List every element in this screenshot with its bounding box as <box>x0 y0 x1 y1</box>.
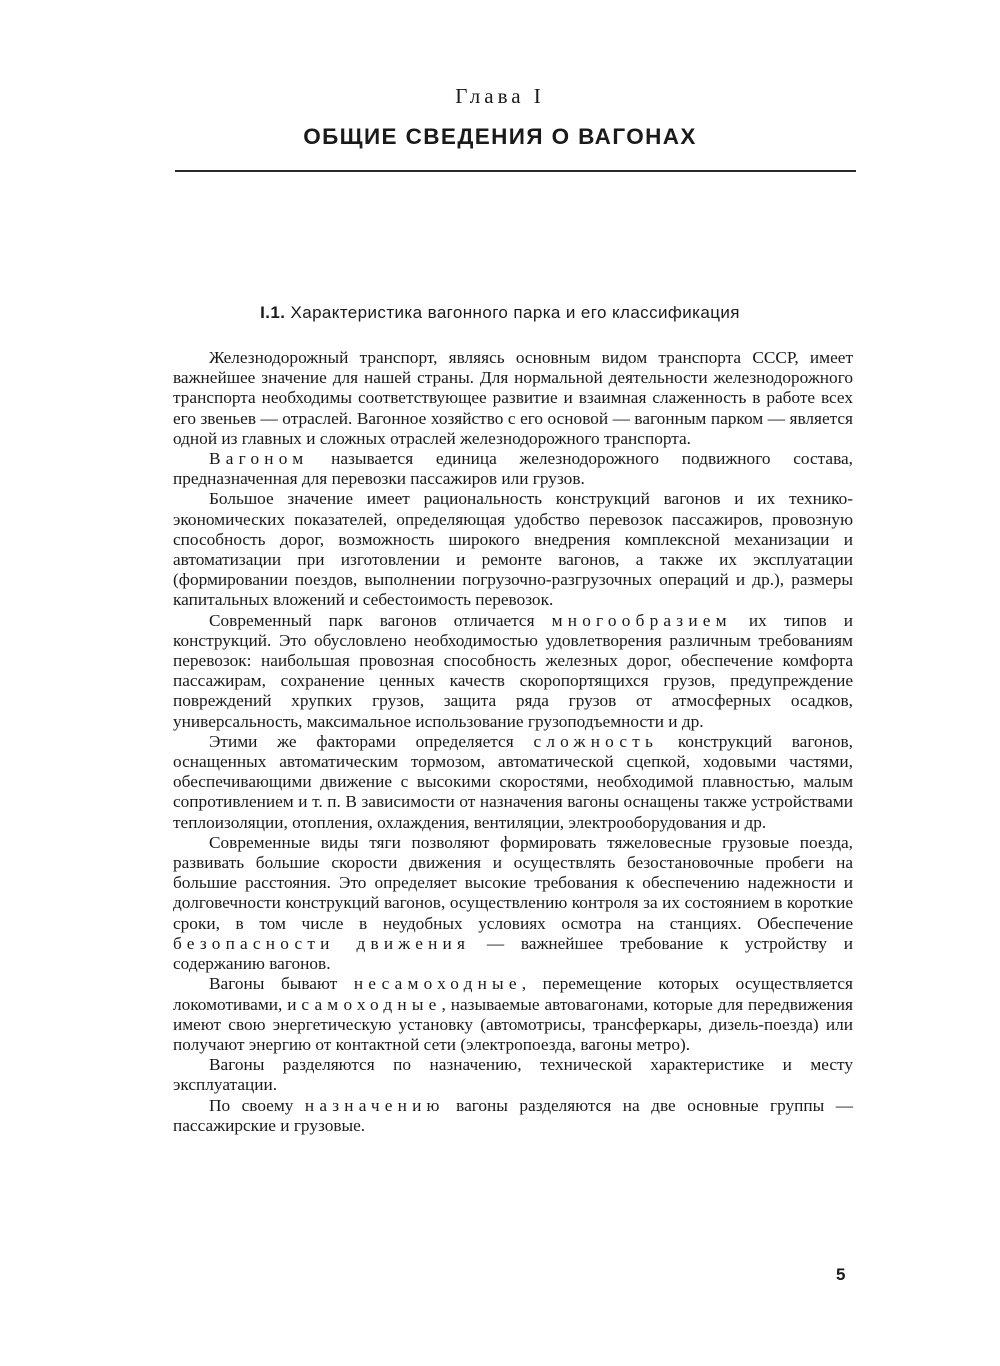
section-title: Характеристика вагонного парка и его классификация <box>290 303 740 322</box>
spaced-term: несамоходные <box>353 974 522 994</box>
paragraph-text: Современные виды тяги позволяют формировать тяжеловесные грузовые поезда, развивать большие скорости движения и осуществлять безостановочные пробеги на большие расстояния. Это определяет высокие требования к обеспечению надежности и долговечности конструкций вагонов, осуществлению контроля за их состоянием в короткие сроки, в том числе в неудобных условиях осмотра на станциях. Обеспечение <box>173 832 853 933</box>
paragraph-text: называется единица железнодорожного подвижного состава, предназначенная для перевозки пассажиров или грузов. <box>173 449 853 489</box>
paragraph-5 <box>173 732 853 833</box>
chapter-label: Глава I <box>455 84 545 108</box>
spaced-term: безопасности движения <box>173 933 471 953</box>
spaced-term: многообразием <box>551 610 732 630</box>
paragraph-7 <box>173 974 853 1055</box>
paragraph-9 <box>173 1096 853 1136</box>
paragraph-text: — важнейшее требование к устройству и содержанию вагонов. <box>173 933 853 974</box>
paragraph-4 <box>173 611 853 732</box>
paragraph-8: Вагоны разделяются по назначению, технической характеристике и месту эксплуатации. <box>173 1055 853 1095</box>
paragraph-text: вагоны разделяются на две основные группы — пассажирские и грузовые. <box>173 1095 854 1135</box>
section-number: I.1. <box>260 303 286 322</box>
section-heading <box>0 303 1000 323</box>
paragraph-6 <box>173 833 853 974</box>
spaced-term: самоходные <box>301 994 442 1014</box>
spaced-term: сложность <box>533 731 659 751</box>
paragraph-text: их типов и конструкций. Это обусловлено необходимостью удовлетворения различным требованиям перевозок: наибольшая провозная способность железных дорог, обеспечение комфорта пассажирам, сохранение ценных качеств скоропортящихся грузов, предупреждение повреждений хрупких грузов, защита ряда грузов от атмосферных осадков, универсальность, максимальное использование грузоподъемности и др. <box>173 610 853 731</box>
chapter-title: ОБЩИЕ СВЕДЕНИЯ О ВАГОНАХ <box>303 124 697 149</box>
spaced-term: назначению <box>304 1095 445 1115</box>
paragraph-text: Вагоны бывают <box>209 974 354 994</box>
paragraph-3: Большое значение имеет рациональность конструкций вагонов и их технико-экономических показателей, определяющая удобство перевозок пассажиров, провозную способность дорог, возможность широкого внедрения комплексной механизации и автоматизации при изготовлении и ремонте вагонов, а также их эксплуатации (формировании поездов, выполнении погрузочно-разгрузочных операций и др.), размеры капитальных вложений и себестоимость перевозок. <box>173 489 853 610</box>
paragraph-2 <box>173 449 853 489</box>
spaced-term: Вагоном <box>209 449 309 469</box>
paragraph-1: Железнодорожный транспорт, являясь основным видом транспорта СССР, имеет важнейшее значение для нашей страны. Для нормальной деятельности железнодорожного транспорта необходимы соответствующее развитие и взаимная слаженность в работе всех его звеньев — отраслей. Вагонное хозяйство с его основой — вагонным парком — является одной из главных и сложных отраслей железнодорожного транспорта. <box>173 348 853 448</box>
page-number: 5 <box>836 1265 846 1284</box>
paragraph-text: , перемещение которых осуществляется локомотивами, и <box>173 974 854 1014</box>
body-text <box>173 348 853 1136</box>
paragraph-text: конструкций вагонов, оснащенных автоматическим тормозом, автоматической сцепкой, ходовыми частями, обеспечивающими движение с высокими скоростями, необходимой плавностью, малым сопротивлением и т. п. В зависимости от назначения вагоны оснащены также устройствами теплоизоляции, отопления, охлаждения, вентиляции, электрооборудования и др. <box>173 731 853 832</box>
paragraph-text: , называемые автовагонами, которые для передвижения имеют свою энергетическую установку (автомотрисы, трансферкары, дизель-поезда) или получают энергию от контактной сети (электропоезда, вагоны метро). <box>173 994 853 1054</box>
title-divider <box>175 170 856 172</box>
paragraph-text: Этими же факторами определяется <box>209 731 534 751</box>
paragraph-text: Современный парк вагонов отличается <box>209 610 552 630</box>
paragraph-text: По своему <box>209 1095 305 1115</box>
